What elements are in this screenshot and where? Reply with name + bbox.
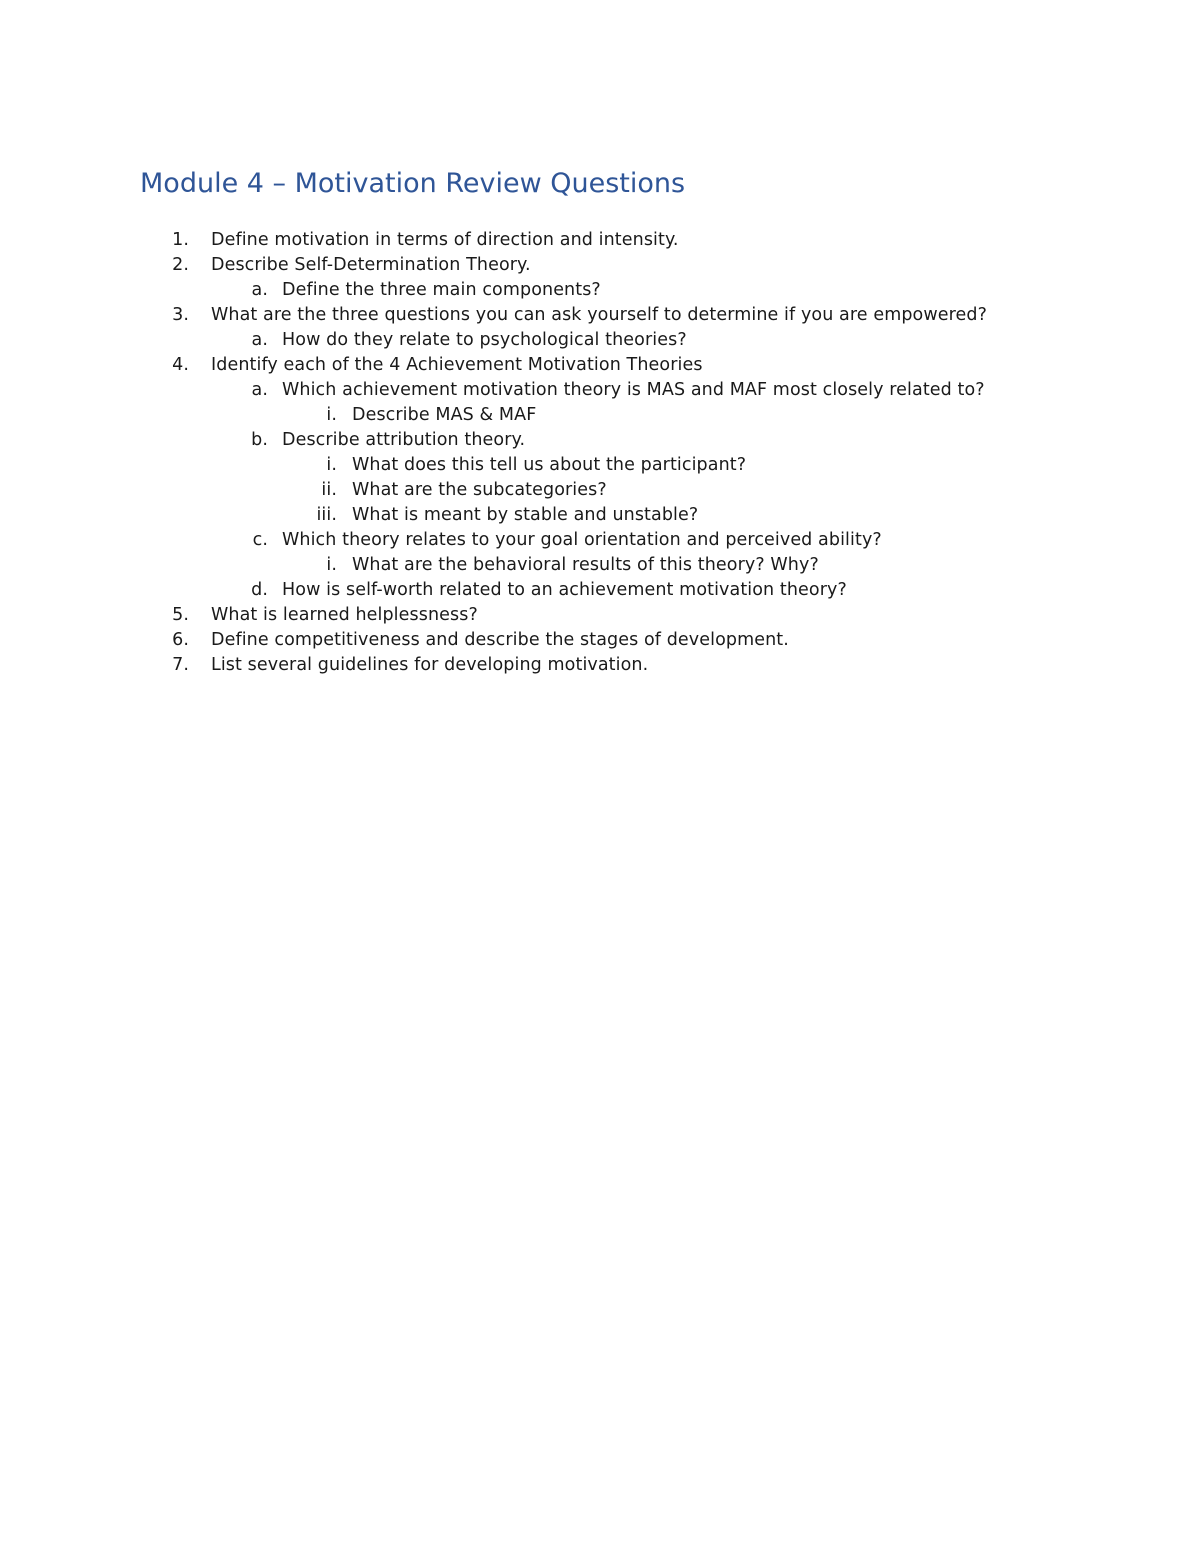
list-marker: a.	[251, 280, 268, 300]
list-item-text: Define competitiveness and describe the stages of development.	[211, 630, 789, 650]
list-item-text: What does this tell us about the participant?	[352, 455, 747, 475]
list-marker: ii.	[321, 480, 337, 500]
list-marker: i.	[326, 405, 337, 425]
list-item	[0, 303, 1200, 328]
sub-sub-list-item	[0, 453, 1200, 478]
list-item	[0, 603, 1200, 628]
list-item-text: Describe attribution theory.	[282, 430, 526, 450]
sub-list-item	[0, 378, 1200, 403]
sub-list-item	[0, 528, 1200, 553]
list-marker: 3.	[172, 305, 189, 325]
list-marker: c.	[252, 530, 268, 550]
list-item-text: Define the three main components?	[282, 280, 601, 300]
sub-list-item	[0, 578, 1200, 603]
list-marker: 1.	[172, 230, 189, 250]
sub-sub-list-item	[0, 553, 1200, 578]
list-marker: 7.	[172, 655, 189, 675]
list-marker: iii.	[316, 505, 337, 525]
sub-sub-list-item	[0, 478, 1200, 503]
sub-list-item	[0, 428, 1200, 453]
list-item-text: Define motivation in terms of direction and intensity.	[211, 230, 679, 250]
list-marker: 4.	[172, 355, 189, 375]
list-item	[0, 628, 1200, 653]
list-item-text: What are the behavioral results of this theory? Why?	[352, 555, 819, 575]
list-marker: 6.	[172, 630, 189, 650]
list-item-text: Describe Self-Determination Theory.	[211, 255, 531, 275]
sub-sub-list-item	[0, 403, 1200, 428]
list-marker: i.	[326, 455, 337, 475]
list-marker: 5.	[172, 605, 189, 625]
sub-list-item	[0, 328, 1200, 353]
list-marker: a.	[251, 380, 268, 400]
list-item-text: How do they relate to psychological theories?	[282, 330, 687, 350]
list-marker: i.	[326, 555, 337, 575]
list-item-text: What are the three questions you can ask yourself to determine if you are empowered?	[211, 305, 988, 325]
list-item-text: How is self-worth related to an achievement motivation theory?	[282, 580, 847, 600]
sub-list-item	[0, 278, 1200, 303]
list-item	[0, 653, 1200, 678]
list-item-text: What are the subcategories?	[352, 480, 607, 500]
list-item	[0, 353, 1200, 378]
page-title: Module 4 – Motivation Review Questions	[140, 168, 686, 199]
list-marker: b.	[251, 430, 268, 450]
sub-sub-list-item	[0, 503, 1200, 528]
list-marker: 2.	[172, 255, 189, 275]
list-item	[0, 228, 1200, 253]
list-item-text: Describe MAS & MAF	[352, 405, 537, 425]
list-item-text: What is learned helplessness?	[211, 605, 478, 625]
list-marker: d.	[251, 580, 268, 600]
list-item-text: What is meant by stable and unstable?	[352, 505, 699, 525]
question-list	[0, 228, 1200, 678]
list-item-text: List several guidelines for developing motivation.	[211, 655, 649, 675]
list-item-text: Which theory relates to your goal orientation and perceived ability?	[282, 530, 882, 550]
list-item	[0, 253, 1200, 278]
list-item-text: Identify each of the 4 Achievement Motivation Theories	[211, 355, 703, 375]
list-marker: a.	[251, 330, 268, 350]
list-item-text: Which achievement motivation theory is MAS and MAF most closely related to?	[282, 380, 985, 400]
